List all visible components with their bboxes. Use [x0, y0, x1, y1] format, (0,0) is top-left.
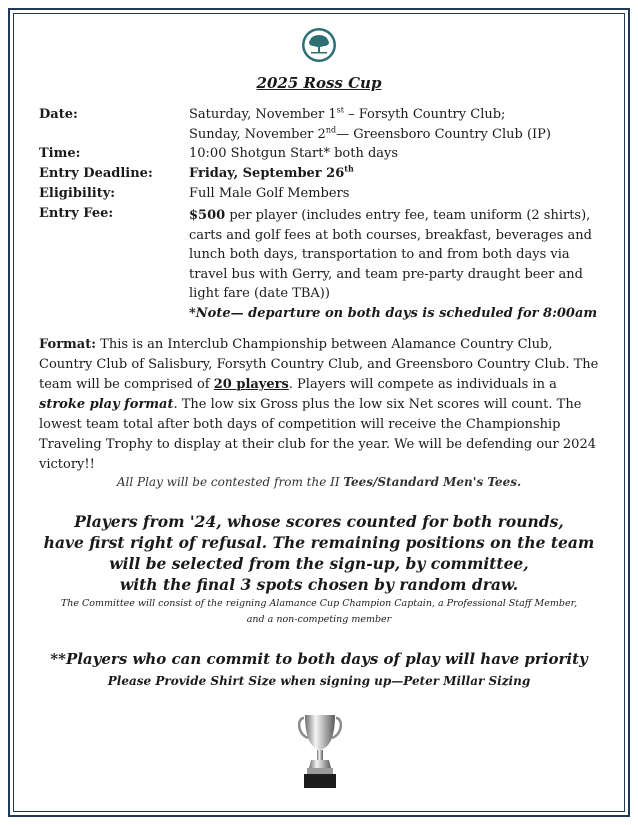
refusal-line-1: Players from '24, whose scores counted for both rounds,	[74, 512, 564, 531]
refusal-line-3: will be selected from the sign-up, by committee,	[109, 554, 529, 573]
date-label: Date:	[39, 107, 78, 122]
eligibility-value: Full Male Golf Members	[189, 186, 350, 201]
shirt-size-line: Please Provide Shirt Size when signing up—Peter Millar Sizing	[107, 674, 531, 688]
priority-line: **Players who can commit to both days of play will have priority	[50, 650, 588, 668]
entry-fee-label: Entry Fee:	[39, 206, 114, 221]
entry-deadline-value: Friday, September 26th	[189, 163, 354, 181]
committee-line-1: The Committee will consist of the reigning Alamance Cup Champion Captain, a Professional Staff Member,	[60, 598, 578, 609]
committee-line-2: and a non-competing member	[246, 614, 392, 625]
trophy-cup-icon	[296, 712, 344, 790]
time-label: Time:	[39, 146, 81, 161]
tees-line: All Play will be contested from the II Tees/Standard Men's Tees.	[116, 475, 522, 489]
date-line-2: Sunday, November 2nd— Greensboro Country Club (IP)	[189, 125, 551, 142]
time-value: 10:00 Shotgun Start* both days	[189, 146, 399, 161]
date-line-1: Saturday, November 1st – Forsyth Country Club;	[189, 105, 506, 122]
entry-deadline-label: Entry Deadline:	[39, 166, 153, 181]
club-tree-logo-icon	[301, 27, 337, 63]
refusal-line-4: with the final 3 spots chosen by random draw.	[119, 575, 519, 594]
format-paragraph: Format: This is an Interclub Championship between Alamance Country Club, Country Club of Salisbury, Forsyth Country Club, and Greensboro Country Club. The team will be comprised of 20 players. Players will compete as individuals in a stroke play format. The low six Gross plus the low six Net scores will count. The lowest team total after both days of competition will receive the Championship Traveling Trophy to display at their club for the year. We will be defending our 2024 victory!!	[39, 337, 599, 472]
eligibility-label: Eligibility:	[39, 186, 116, 201]
entry-fee-value: $500 per player (includes entry fee, team uniform (2 shirts), carts and golf fees at both courses, breakfast, beverages and lunch both days, transportation to and from both days via travel bus with Gerry, and team pre-party draught beer and light fare (date TBA)) *Note— departure on both days is scheduled for 8:00am	[189, 206, 609, 324]
departure-note: *Note— departure on both days is scheduled for 8:00am	[189, 305, 598, 321]
refusal-line-2: have first right of refusal. The remaining positions on the team	[43, 533, 595, 552]
page-title: 2025 Ross Cup	[256, 74, 382, 92]
